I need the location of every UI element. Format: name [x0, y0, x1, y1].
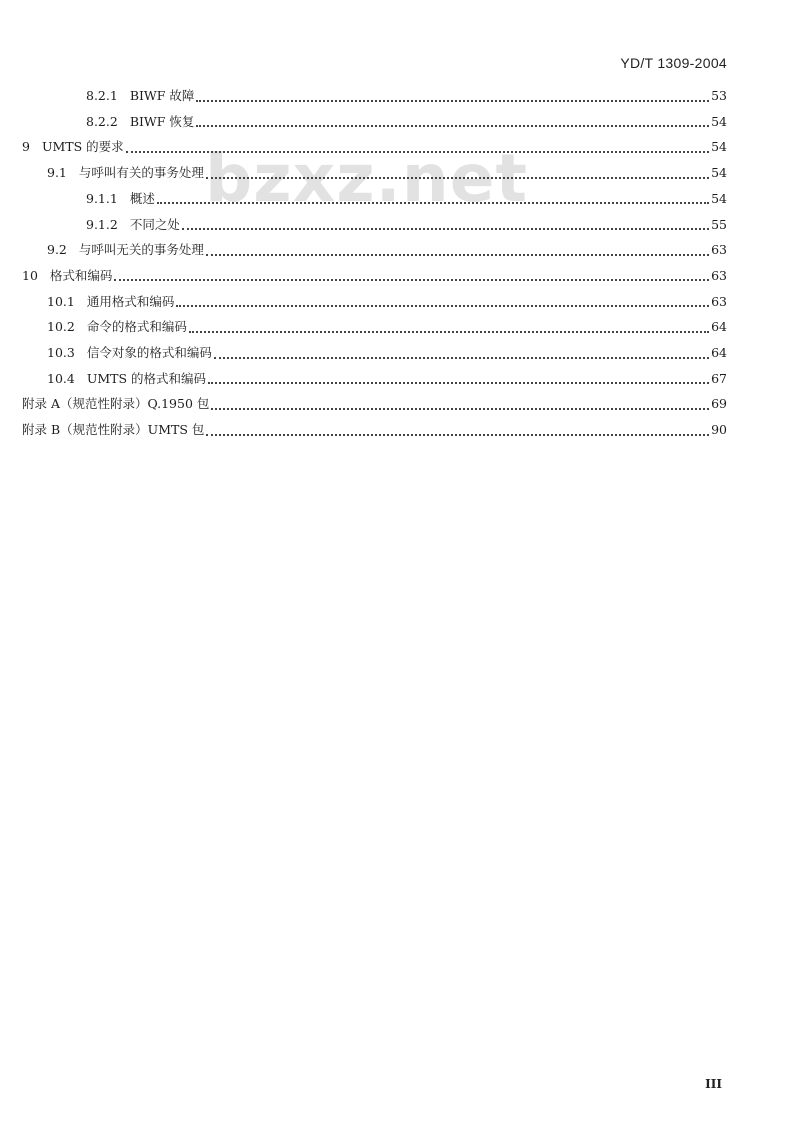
toc-entry-page: 63 — [711, 267, 727, 283]
toc-entry-title: BIWF 故障 — [129, 88, 195, 103]
toc-entry[interactable] — [47, 341, 727, 365]
toc-entry-page: 69 — [711, 396, 727, 412]
toc-leader-dots — [157, 201, 709, 204]
toc-entry-title: 附录 A（规范性附录）Q.1950 包 — [22, 396, 210, 412]
toc-leader-dots — [211, 407, 709, 410]
toc-leader-dots — [208, 381, 709, 384]
toc-entry-number: 9.1 — [47, 165, 67, 181]
toc-entry-title: 附录 B（规范性附录）UMTS 包 — [22, 422, 205, 438]
toc-entry-number: 8.2.1 — [86, 88, 118, 103]
toc-entry-title: 不同之处 — [129, 216, 180, 232]
toc-leader-dots — [196, 124, 709, 127]
toc-entry-number: 10 — [22, 267, 38, 283]
toc-entry-number: 9.1.1 — [86, 190, 118, 206]
toc-leader-dots — [182, 227, 709, 230]
toc-entry[interactable] — [86, 110, 727, 134]
toc-entry-title: 命令的格式和编码 — [86, 319, 187, 335]
toc-entry-page: 55 — [711, 216, 727, 232]
watermark-logo: bzxz.net — [205, 140, 529, 217]
toc-entry-page: 67 — [711, 370, 727, 386]
page-number: III — [705, 1077, 722, 1091]
toc-entry-page: 53 — [711, 88, 727, 103]
toc-entry-number: 10.3 — [47, 345, 75, 360]
toc-entry-title: 与呼叫有关的事务处理 — [78, 165, 204, 181]
toc-leader-dots — [126, 150, 709, 153]
document-id-header: YD/T 1309-2004 — [620, 55, 727, 71]
toc-entry-page: 54 — [711, 113, 727, 129]
toc-entry-number: 9.2 — [47, 242, 67, 258]
toc-leader-dots — [206, 253, 709, 256]
toc-entry-title: 概述 — [129, 190, 155, 206]
toc-entry-page: 54 — [711, 190, 727, 206]
toc-leader-dots — [189, 330, 709, 333]
toc-entry[interactable] — [22, 392, 727, 416]
toc-entry-number: 9.1.2 — [86, 216, 118, 232]
toc-entry-number: 8.2.2 — [86, 113, 118, 129]
toc-leader-dots — [206, 433, 709, 436]
toc-entry[interactable] — [86, 84, 727, 108]
toc-entry-page: 64 — [711, 345, 727, 360]
toc-entry-number: 10.4 — [47, 370, 75, 386]
toc-leader-dots — [176, 304, 709, 307]
toc-entry[interactable] — [47, 161, 727, 185]
toc-entry-page: 54 — [711, 165, 727, 181]
toc-entry[interactable] — [86, 213, 727, 237]
toc-entry-page: 90 — [711, 422, 727, 438]
toc-entry-page: 64 — [711, 319, 727, 335]
toc-leader-dots — [114, 278, 709, 281]
toc-entry[interactable] — [47, 238, 727, 262]
toc-entry-title: 通用格式和编码 — [86, 293, 175, 309]
toc-leader-dots — [196, 99, 709, 102]
toc-entry-number: 9 — [22, 139, 30, 155]
toc-entry-title: 信令对象的格式和编码 — [86, 345, 212, 360]
toc-leader-dots — [206, 176, 709, 179]
toc-entry-title: UMTS 的要求 — [41, 139, 124, 155]
toc-entry[interactable] — [22, 135, 727, 159]
toc-entry-title: 与呼叫无关的事务处理 — [78, 242, 204, 258]
toc-entry-page: 63 — [711, 293, 727, 309]
toc-entry-page: 63 — [711, 242, 727, 258]
toc-entry[interactable] — [86, 187, 727, 211]
toc-entry-page: 54 — [711, 139, 727, 155]
toc-entry-title: UMTS 的格式和编码 — [86, 370, 207, 386]
toc-entry-title: 格式和编码 — [49, 267, 113, 283]
toc-entry[interactable] — [47, 315, 727, 339]
toc-entry[interactable] — [22, 418, 727, 442]
toc-entry[interactable] — [47, 367, 727, 391]
toc-entry[interactable] — [47, 290, 727, 314]
toc-leader-dots — [214, 356, 709, 359]
toc-entry-title: BIWF 恢复 — [129, 113, 195, 129]
toc-entry[interactable] — [22, 264, 727, 288]
toc-entry-number: 10.2 — [47, 319, 75, 335]
toc-entry-number: 10.1 — [47, 293, 75, 309]
